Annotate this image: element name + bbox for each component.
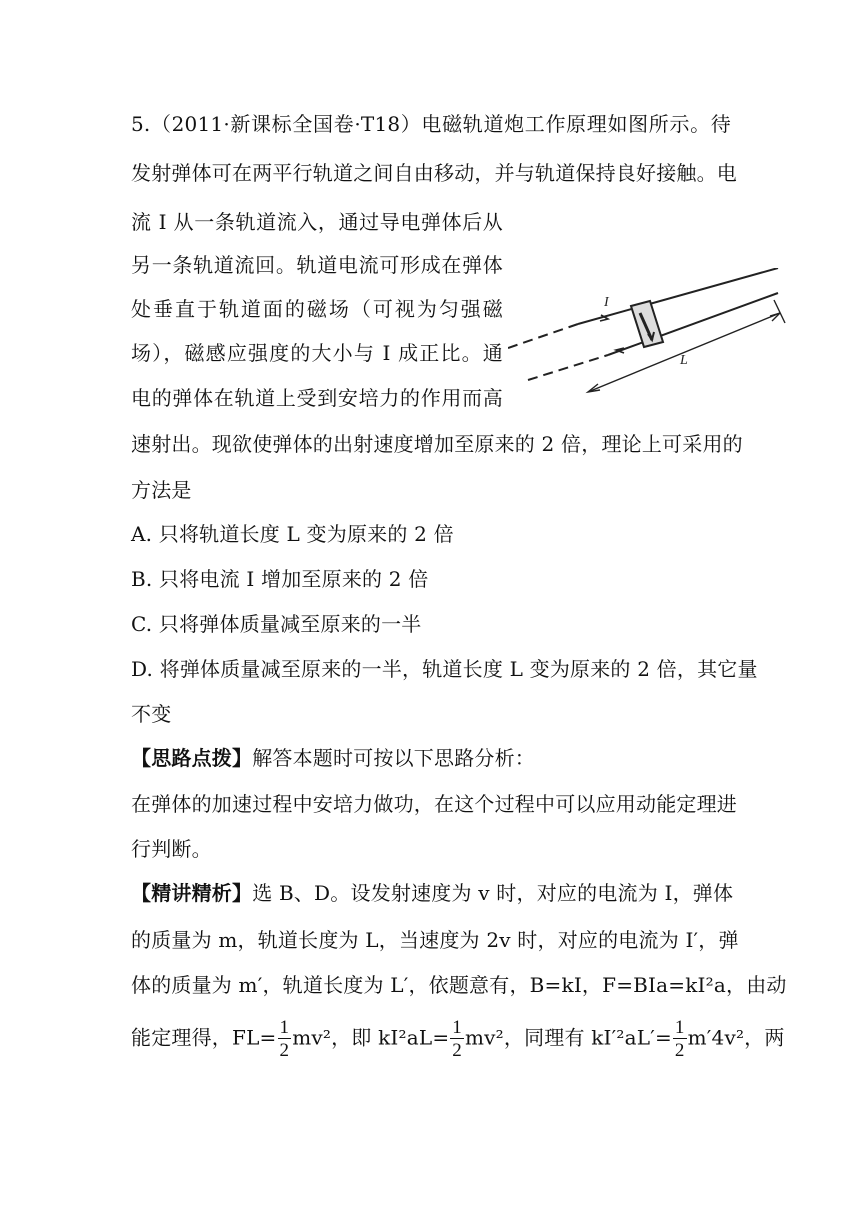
projectile-body: [631, 301, 663, 347]
question-line-2: 发射弹体可在两平行轨道之间自由移动，并与轨道保持良好接触。电: [131, 161, 737, 185]
question-line-6: 场），磁感应强度的大小与 I 成正比。通: [131, 341, 503, 365]
length-tick-right: [774, 300, 785, 323]
question-line-8: 速射出。现欲使弹体的出射速度增加至原来的 2 倍，理论上可采用的: [131, 432, 743, 456]
hint-line: [131, 746, 535, 770]
question-line-5: 处垂直于轨道面的磁场（可视为匀强磁: [131, 297, 503, 321]
fraction-half-3: [673, 1018, 687, 1060]
fraction-half-1: [278, 1018, 292, 1060]
analysis-heading: 【精讲精析】: [131, 881, 253, 905]
hint-text: 解答本题时可按以下思路分析：: [252, 746, 536, 770]
question-line-7: 电的弹体在轨道上受到安培力的作用而高: [131, 386, 503, 410]
option-a: A. 只将轨道长度 L 变为原来的 2 倍: [131, 522, 454, 546]
analysis-text-1: 选 B、D。设发射速度为 v 时，对应的电流为 I，弹体: [252, 881, 734, 905]
option-b: B. 只将电流 I 增加至原来的 2 倍: [131, 567, 429, 591]
hint-heading: 【思路点拨】: [131, 746, 253, 770]
analysis-text-4d: m′4v²，两: [687, 1025, 785, 1050]
analysis-text-4c: mv²，同理有 kI′²aL′=: [464, 1025, 672, 1050]
analysis-line-3: 体的质量为 m′，轨道长度为 L′，依题意有，B=kI，F=BIa=kI²a，由动: [131, 973, 787, 997]
rail-gun-diagram: [508, 268, 808, 398]
question-line-4: 另一条轨道流回。轨道电流可形成在弹体: [131, 253, 503, 277]
hint-body-line-1: 在弹体的加速过程中安培力做功，在这个过程中可以应用动能定理进: [131, 792, 737, 816]
lower-rail-dashed: [528, 355, 608, 380]
upper-rail-dashed: [508, 324, 578, 348]
rail-gun-figure: [508, 268, 808, 402]
analysis-text-4a: 能定理得，FL=: [131, 1025, 277, 1050]
analysis-line-2: 的质量为 m，轨道长度为 L，当速度为 2v 时，对应的电流为 I′，弹: [131, 928, 739, 952]
length-label: L: [680, 353, 688, 368]
option-d-line-2: 不变: [131, 702, 172, 726]
option-c: C. 只将弹体质量减至原来的一半: [131, 612, 422, 636]
fraction-numerator: 1: [279, 1017, 290, 1038]
analysis-line-4: [131, 1017, 785, 1061]
analysis-line-1: [131, 881, 734, 905]
question-line-9: 方法是: [131, 478, 192, 502]
fraction-denominator: 2: [279, 1040, 290, 1061]
fraction-half-2: [450, 1018, 464, 1060]
fraction-numerator: 1: [452, 1017, 462, 1038]
current-label: I: [604, 295, 609, 310]
option-d-line-1: D. 将弹体质量减至原来的一半，轨道长度 L 变为原来的 2 倍，其它量: [131, 657, 758, 681]
question-line-3: 流 I 从一条轨道流入，通过导电弹体后从: [131, 210, 503, 234]
fraction-denominator: 2: [452, 1040, 462, 1061]
fraction-numerator: 1: [674, 1017, 685, 1038]
fraction-denominator: 2: [674, 1040, 685, 1061]
question-line-1: 5.（2011·新课标全国卷·T18）电磁轨道炮工作原理如图所示。待: [131, 112, 731, 136]
analysis-text-4b: mv²，即 kI²aL=: [292, 1025, 450, 1050]
hint-body-line-2: 行判断。: [131, 837, 212, 861]
